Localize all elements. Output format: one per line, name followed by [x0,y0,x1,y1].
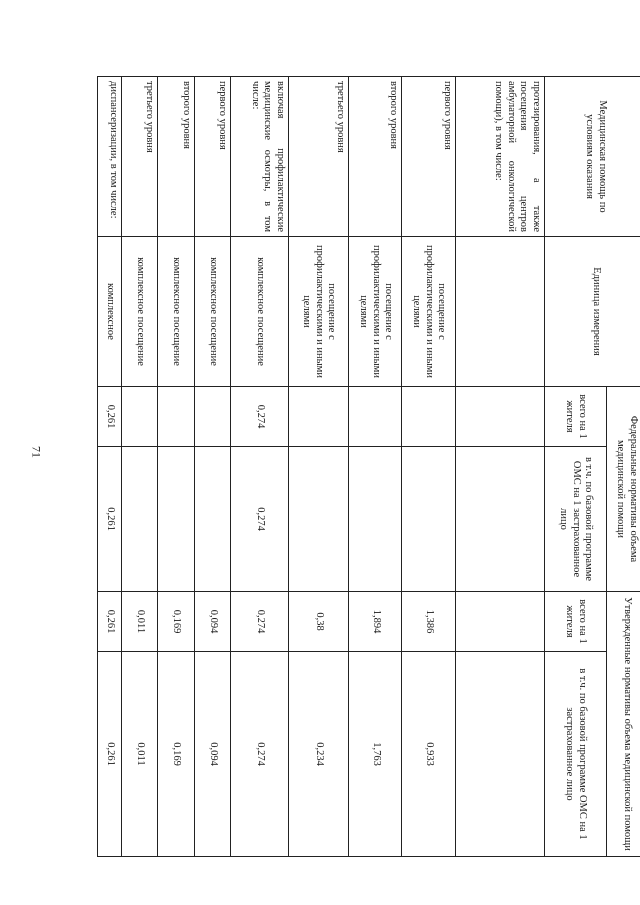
row-fed-oms: 0,274 [230,447,288,592]
row-fed-all [288,387,348,447]
row-unit: комплексное посещение [122,237,158,387]
row-fed-all [122,387,158,447]
header-approved: Утвержденные нормативы объема медицинской помощи [607,592,640,857]
row-name: диспансеризации, в том числе: [98,77,122,237]
header-fed-all: всего на 1 жителя [545,387,607,447]
row-fed-all [194,387,230,447]
header-fed-oms: в т.ч. по базовой программе ОМС на 1 застрахованное лицо [545,447,607,592]
row-unit: комплексное посещение [230,237,288,387]
norms-table [97,76,640,857]
header-federal: Федеральные нормативы объема медицинской помощи [607,387,640,592]
row-app-all: 0,274 [230,592,288,652]
row-app-oms: 0,234 [288,652,348,857]
header-app-all: всего на 1 жителя [545,592,607,652]
table-row [349,77,402,857]
row-name: протезирования, а также посещения центров амбулаторной онкологической помощи), в том числе: [455,77,544,237]
page-number: 71 [29,446,44,458]
row-app-all: 0,094 [194,592,230,652]
row-app-all: 1,386 [402,592,455,652]
row-app-all: 1,894 [349,592,402,652]
row-fed-all [455,387,544,447]
row-fed-all: 0,274 [230,387,288,447]
row-app-all: 0,38 [288,592,348,652]
table-row [194,77,230,857]
row-fed-all [158,387,194,447]
row-unit: комплексное [98,237,122,387]
row-app-oms: 1,763 [349,652,402,857]
row-fed-all: 0,261 [98,387,122,447]
row-app-oms [455,652,544,857]
row-fed-oms [122,447,158,592]
row-name: второго уровня [349,77,402,237]
row-fed-oms [288,447,348,592]
row-fed-all [349,387,402,447]
table-row [288,77,348,857]
row-app-oms: 0,261 [98,652,122,857]
row-name: первого уровня [194,77,230,237]
row-unit: посещение с профилактическими и иными целями [288,237,348,387]
row-app-oms: 0,094 [194,652,230,857]
row-name: второго уровня [158,77,194,237]
row-fed-oms [455,447,544,592]
table-row [455,77,544,857]
row-unit: посещение с профилактическими и иными целями [402,237,455,387]
row-name: включая профилактические медицинские осмотры, в том числе: [230,77,288,237]
row-app-oms: 0,933 [402,652,455,857]
row-app-all: 0,011 [122,592,158,652]
header-name: Медицинская помощь по условиям оказания [545,77,640,237]
header-unit: Единица измерения [545,237,640,387]
row-fed-oms [402,447,455,592]
row-name: первого уровня [402,77,455,237]
table-row [230,77,288,857]
table-container [97,76,640,856]
row-fed-oms [194,447,230,592]
row-fed-all [402,387,455,447]
row-unit [455,237,544,387]
row-unit: комплексное посещение [158,237,194,387]
row-app-oms: 0,274 [230,652,288,857]
row-unit: комплексное посещение [194,237,230,387]
table-row [122,77,158,857]
row-app-oms: 0,011 [122,652,158,857]
row-unit: посещение с профилактическими и иными целями [349,237,402,387]
row-name: третьего уровня [288,77,348,237]
header-app-oms: в т.ч. по базовой программе ОМС на 1 застрахованное лицо [545,652,607,857]
row-fed-oms [349,447,402,592]
row-app-all: 0,261 [98,592,122,652]
table-row [158,77,194,857]
table-row [98,77,122,857]
row-app-all: 0,169 [158,592,194,652]
table-row [402,77,455,857]
row-fed-oms [158,447,194,592]
row-app-all [455,592,544,652]
row-fed-oms: 0,261 [98,447,122,592]
row-app-oms: 0,169 [158,652,194,857]
row-name: третьего уровня [122,77,158,237]
